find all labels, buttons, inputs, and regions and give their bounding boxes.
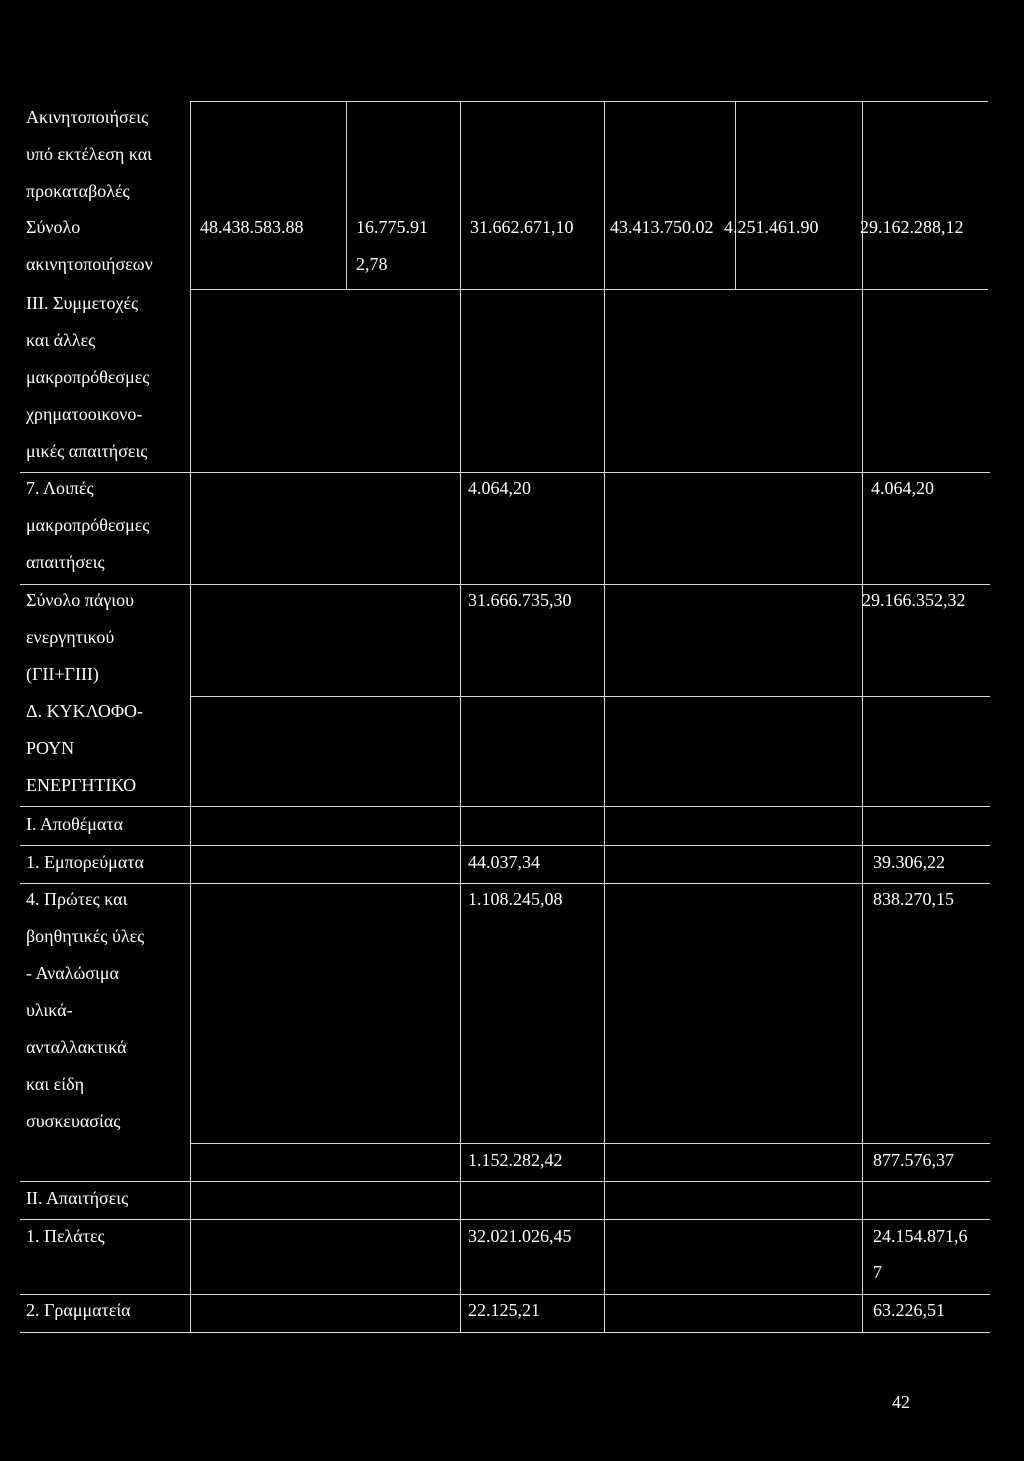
row-label-line: ΙΙ. Απαιτήσεις xyxy=(26,1188,129,1208)
cell-value: 4.064,20 xyxy=(871,478,934,498)
table-rule xyxy=(862,101,863,1332)
row-label-line: Ι. Αποθέματα xyxy=(26,814,124,834)
cell-value: 16.775.91 xyxy=(356,217,428,237)
table-rule xyxy=(190,1143,990,1144)
table-rule xyxy=(20,1219,990,1220)
cell-value: 39.306,22 xyxy=(873,852,945,872)
cell-value: 22.125,21 xyxy=(468,1300,540,1320)
table-rule xyxy=(20,845,990,846)
table-rule xyxy=(604,101,605,1332)
row-label-line: Ακινητοποιήσεις xyxy=(26,107,149,127)
cell-value: 877.576,37 xyxy=(873,1150,954,1170)
row-label-line: 7. Λοιπές xyxy=(26,478,94,498)
cell-value: 29.162.288,12 xyxy=(860,217,964,237)
row-label-line: ανταλλακτικά xyxy=(26,1037,127,1057)
cell-value: 32.021.026,45 xyxy=(468,1226,572,1246)
cell-value: 1.152.282,42 xyxy=(468,1150,563,1170)
row-label-line: μακροπρόθεσμες xyxy=(26,515,150,535)
row-label-line: και άλλες xyxy=(26,330,96,350)
table-rule xyxy=(735,101,736,289)
row-label-line: Σύνολο πάγιου xyxy=(26,590,134,610)
row-label-line: - Αναλώσιμα xyxy=(26,963,119,983)
row-label-line: προκαταβολές xyxy=(26,181,130,201)
row-label-line: ΕΝΕΡΓΗΤΙΚΟ xyxy=(26,775,137,795)
cell-value: 7 xyxy=(873,1262,882,1282)
cell-value: 29.166.352,32 xyxy=(862,590,966,610)
row-label-line: και είδη xyxy=(26,1074,84,1094)
row-label-line: υλικά- xyxy=(26,1000,73,1020)
table-rule xyxy=(20,1294,990,1295)
row-label-line: 1. Πελάτες xyxy=(26,1226,105,1246)
row-label-line: απαιτήσεις xyxy=(26,552,105,572)
cell-value: 31.666.735,30 xyxy=(468,590,572,610)
row-label-line: III. Συμμετοχές xyxy=(26,293,139,313)
cell-value: 48.438.583.88 xyxy=(200,217,304,237)
cell-value: 31.662.671,10 xyxy=(470,217,574,237)
cell-value: 838.270,15 xyxy=(873,889,954,909)
table-rule xyxy=(20,1181,990,1182)
cell-value: 1.108.245,08 xyxy=(468,889,563,909)
table-rule xyxy=(460,101,461,1332)
row-label-line: 4. Πρώτες και xyxy=(26,889,128,909)
row-label-line: χρηματοοικονο- xyxy=(26,404,143,424)
cell-value: 43.413.750.02 xyxy=(610,217,714,237)
cell-value: 4.064,20 xyxy=(468,478,531,498)
row-label-line: μακροπρόθεσμες xyxy=(26,367,150,387)
table-rule xyxy=(20,472,990,473)
row-label-line: μικές απαιτήσεις xyxy=(26,441,148,461)
row-label-line: 2. Γραμματεία xyxy=(26,1300,131,1320)
row-label-line: ΡΟΥΝ xyxy=(26,738,75,758)
row-label-line: συσκευασίας xyxy=(26,1111,121,1131)
row-label-line: ενεργητικού xyxy=(26,627,115,647)
cell-value: 4.251.461.90 xyxy=(724,217,819,237)
row-label-line: (ΓΙΙ+ΓΙΙΙ) xyxy=(26,664,99,684)
cell-value: 44.037,34 xyxy=(468,852,540,872)
table-rule xyxy=(20,883,990,884)
cell-value: 2,78 xyxy=(356,254,388,274)
table-rule xyxy=(20,1332,990,1333)
page-number: 42 xyxy=(892,1392,910,1412)
row-label-line: Δ. ΚΥΚΛΟΦΟ- xyxy=(26,701,144,721)
table-rule xyxy=(20,806,990,807)
table-rule xyxy=(190,101,191,1332)
row-label-line: υπό εκτέλεση και xyxy=(26,144,153,164)
cell-value: 24.154.871,6 xyxy=(873,1226,968,1246)
row-label-line: 1. Εμπορεύματα xyxy=(26,852,144,872)
row-label-line: βοηθητικές ύλες xyxy=(26,926,145,946)
row-label-line: ακινητοποιήσεων xyxy=(26,254,153,274)
table-rule xyxy=(346,101,347,289)
cell-value: 63.226,51 xyxy=(873,1300,945,1320)
table-rule xyxy=(190,289,988,290)
table-rule xyxy=(20,584,990,585)
table-rule xyxy=(190,696,990,697)
row-label-line: Σύνολο xyxy=(26,217,81,237)
table-rule xyxy=(190,101,988,102)
